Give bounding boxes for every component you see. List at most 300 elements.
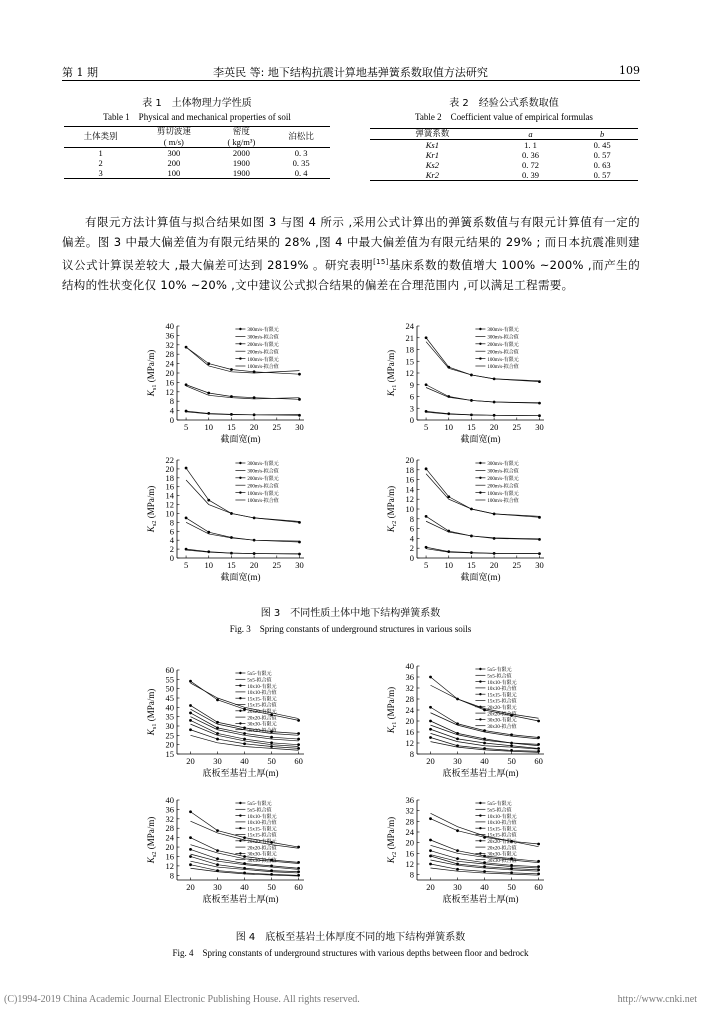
- table1-title-cn: 表 1 土体物理力学性质: [142, 98, 252, 109]
- legend-marker: [239, 710, 241, 712]
- x-tick-label: 40: [240, 882, 249, 892]
- legend-entry: 100m/s-拟合值: [487, 365, 519, 371]
- data-point: [483, 742, 486, 745]
- legend-marker: [239, 343, 241, 345]
- table-cell: 0. 4: [272, 168, 330, 179]
- y-tick-label: 20: [165, 368, 174, 378]
- x-tick-label: 50: [507, 756, 516, 766]
- data-point: [243, 742, 246, 745]
- y-tick-label: 24: [405, 705, 414, 715]
- legend-entry: 10x10-拟合值: [487, 821, 517, 827]
- y-tick-label: 6: [409, 391, 414, 402]
- legend-marker: [479, 802, 481, 804]
- y-tick-label: 14: [165, 490, 174, 501]
- table1-col-soil: 土体类别: [64, 127, 137, 148]
- x-axis-label: 底板至基岩土厚(m): [202, 768, 279, 778]
- x-tick-label: 30: [295, 422, 304, 432]
- x-tick-label: 25: [272, 422, 282, 432]
- y-tick-label: 21: [405, 332, 414, 343]
- legend-marker: [239, 357, 241, 359]
- legend-entry: 300m/s-拟合值: [247, 335, 279, 341]
- data-point: [456, 849, 459, 852]
- series-line: [426, 521, 539, 539]
- legend-entry: 200m/s-拟合值: [247, 350, 279, 356]
- y-tick-label: 20: [405, 716, 414, 726]
- y-tick-label: 16: [165, 377, 174, 388]
- y-tick-label: 18: [405, 344, 414, 355]
- table-cell: 0. 3: [294, 148, 308, 158]
- citation: [15]: [373, 258, 389, 266]
- legend-entry: 15x15-拟合值: [487, 833, 517, 839]
- data-point: [207, 392, 210, 395]
- series-line: [426, 516, 539, 539]
- legend-marker: [479, 693, 481, 695]
- x-tick-label: 5: [183, 422, 189, 432]
- x-tick-label: 10: [204, 422, 213, 432]
- data-point: [429, 849, 432, 852]
- legend-entry: 10x10-有限元: [247, 814, 277, 820]
- data-point: [425, 546, 428, 549]
- legend-entry: 15x15-有限元: [247, 697, 277, 703]
- legend-entry: 300m/s-拟合值: [487, 335, 519, 341]
- y-tick-label: 20: [165, 842, 174, 853]
- y-tick-label: 24: [405, 827, 414, 837]
- data-point: [185, 517, 188, 520]
- legend-entry: 100m/s-有限元: [247, 357, 279, 363]
- legend-marker: [239, 852, 241, 854]
- table-row: [370, 150, 638, 160]
- series-line: [191, 812, 299, 847]
- legend-marker: [239, 840, 241, 842]
- legend-entry: 200m/s-有限元: [487, 343, 519, 348]
- legend-entry: 20x20-拟合值: [487, 846, 517, 852]
- y-tick-label: 28: [165, 823, 174, 834]
- y-tick-label: 28: [405, 694, 414, 704]
- y-tick-label: 12: [165, 499, 174, 510]
- x-tick-label: 50: [267, 756, 276, 766]
- table-cell: 1: [98, 148, 103, 158]
- table-cell: 0. 63: [593, 160, 611, 170]
- data-point: [230, 368, 233, 371]
- x-tick-label: 15: [227, 422, 236, 432]
- legend-entry: 100m/s-有限元: [487, 491, 519, 497]
- x-tick-label: 10: [444, 560, 453, 570]
- data-point: [429, 863, 432, 866]
- y-tick-label: 18: [405, 464, 414, 475]
- fig4-caption-cn: 图 4 底板至基岩土体厚度不同的地下结构弹簧系数: [235, 932, 466, 943]
- legend-entry: 100m/s-拟合值: [247, 499, 279, 505]
- table2: [370, 128, 638, 181]
- legend-entry: 20x20-拟合值: [487, 712, 517, 718]
- y-tick-label: 12: [405, 859, 414, 869]
- fig4-chart-kr2: [385, 794, 550, 906]
- y-tick-label: 40: [165, 795, 174, 805]
- data-point: [429, 720, 432, 723]
- legend-marker: [239, 722, 241, 724]
- legend-entry: 10x10-有限元: [247, 684, 277, 690]
- y-tick-label: 12: [405, 494, 414, 505]
- legend-entry: 100m/s-有限元: [247, 491, 279, 497]
- legend-marker: [479, 840, 481, 842]
- fig4-chart-ks2: [145, 794, 310, 906]
- series-line: [426, 474, 539, 517]
- legend-marker: [239, 684, 241, 686]
- data-point: [298, 398, 301, 401]
- y-tick-label: 0: [409, 553, 414, 563]
- legend-marker: [479, 491, 481, 493]
- series-line: [186, 518, 299, 542]
- fig3-chart-kr2: [385, 454, 550, 584]
- table-cell: 1. 1: [524, 140, 537, 150]
- legend-marker: [239, 328, 241, 330]
- data-point: [189, 719, 192, 722]
- y-tick-label: 12: [165, 386, 174, 397]
- table-cell: 0. 35: [292, 158, 310, 168]
- y-axis-label: $K_{r1}$ (MPa/m): [386, 349, 398, 397]
- fig4-chart-ks1: [145, 664, 310, 780]
- y-tick-label: 36: [165, 804, 174, 815]
- data-point: [456, 829, 459, 832]
- x-tick-label: 20: [426, 756, 435, 766]
- legend-marker: [479, 462, 481, 464]
- table-cell: 300: [167, 148, 181, 158]
- data-point: [425, 336, 428, 339]
- y-tick-label: 6: [409, 523, 414, 534]
- y-tick-label: 24: [165, 832, 174, 843]
- x-tick-label: 5: [423, 560, 429, 570]
- y-axis-label: $K_{s1}$ (MPa/m): [146, 688, 158, 736]
- series-line: [431, 707, 539, 737]
- legend-entry: 300m/s-有限元: [487, 328, 519, 334]
- data-point: [429, 817, 432, 820]
- y-tick-label: 36: [405, 672, 414, 682]
- legend-entry: 20x20-有限元: [487, 840, 517, 845]
- data-point: [425, 515, 428, 518]
- y-tick-label: 0: [409, 415, 414, 425]
- legend-marker: [479, 814, 481, 816]
- y-tick-label: 20: [165, 739, 174, 750]
- legend-entry: 10x10-拟合值: [247, 821, 277, 827]
- x-axis-label: 底板至基岩土厚(m): [202, 894, 279, 904]
- data-point: [216, 849, 219, 852]
- y-tick-label: 28: [405, 816, 414, 827]
- legend-entry: 15x15-拟合值: [487, 699, 517, 705]
- y-tick-label: 16: [165, 481, 174, 492]
- table1-col-density-unit: ( kg/m³): [210, 137, 272, 148]
- x-tick-label: 20: [186, 882, 195, 892]
- legend-marker: [479, 668, 481, 670]
- x-tick-label: 30: [453, 882, 462, 892]
- legend-entry: 10x10-有限元: [487, 814, 517, 820]
- data-point: [185, 467, 188, 470]
- body-text-part2: 基床系数的数值增大 100% ~200% ,而产生的结构的性状变化仅 10% ~20% ,文中建议公式拟合结果的偏差在合理范围内 ,可以满足工程需要。: [62, 257, 640, 292]
- y-tick-label: 32: [405, 805, 414, 816]
- table-cell: 0. 57: [566, 170, 638, 181]
- table-row: [64, 158, 330, 168]
- y-tick-label: 8: [169, 517, 174, 528]
- table-cell: 2: [98, 158, 103, 168]
- x-tick-label: 50: [507, 882, 516, 892]
- data-point: [216, 829, 219, 832]
- table-cell: 1900: [232, 158, 250, 168]
- series-line: [426, 387, 539, 402]
- fig3-chart-kr1: [385, 320, 550, 446]
- data-point: [189, 855, 192, 858]
- legend-marker: [479, 718, 481, 720]
- y-tick-label: 32: [165, 813, 174, 824]
- legend-entry: 5x5-拟合值: [247, 808, 272, 814]
- legend-marker: [479, 706, 481, 708]
- table-row: [370, 170, 638, 181]
- journal-issue: 第 1 期: [62, 66, 98, 79]
- table1-col-poisson: 泊松比: [272, 127, 330, 148]
- data-point: [297, 747, 300, 750]
- legend-entry: 20x20-有限元: [487, 706, 517, 711]
- series-line: [431, 813, 539, 846]
- fig4-caption-en: Fig. 4 Spring constants of underground structures with various depths between floor and bedrock: [172, 948, 529, 958]
- x-tick-label: 30: [535, 422, 544, 432]
- data-point: [429, 676, 432, 679]
- data-point: [493, 537, 496, 540]
- legend-entry: 30x30-有限元: [247, 722, 277, 728]
- data-point: [429, 706, 432, 709]
- data-point: [270, 745, 273, 748]
- y-tick-label: 22: [165, 455, 174, 465]
- table2-col-a: a: [495, 129, 567, 140]
- legend-entry: 30x30-有限元: [247, 852, 277, 858]
- y-tick-label: 4: [169, 535, 174, 546]
- table2-title-cn: 表 2 经验公式系数取值: [449, 98, 559, 109]
- legend-entry: 30x30-有限元: [487, 718, 517, 724]
- data-point: [216, 698, 219, 701]
- table-cell: 0. 57: [593, 150, 611, 160]
- series-line: [191, 681, 299, 720]
- x-tick-label: 5: [183, 560, 189, 570]
- data-point: [189, 836, 192, 839]
- legend-marker: [479, 680, 481, 682]
- legend-entry: 5x5-拟合值: [247, 678, 272, 684]
- footer-copyright: (C)1994-2019 China Academic Journal Electronic Publishing House. All rights reserved.: [4, 994, 360, 1005]
- y-tick-label: 0: [169, 415, 174, 425]
- legend-marker: [239, 814, 241, 816]
- legend-marker: [239, 802, 241, 804]
- legend-entry: 100m/s-拟合值: [487, 499, 519, 505]
- y-tick-label: 8: [169, 870, 174, 881]
- x-tick-label: 60: [294, 882, 303, 892]
- series-line: [191, 683, 299, 718]
- table-row: [370, 160, 638, 170]
- y-tick-label: 12: [405, 368, 414, 378]
- y-tick-label: 14: [405, 484, 414, 495]
- table-cell: 1900: [210, 168, 272, 179]
- y-tick-label: 24: [405, 321, 414, 331]
- data-point: [456, 857, 459, 860]
- legend-entry: 15x15-拟合值: [247, 833, 277, 839]
- y-tick-label: 15: [165, 749, 174, 759]
- legend-marker: [239, 477, 241, 479]
- legend-entry: 10x10-有限元: [487, 680, 517, 686]
- y-tick-label: 28: [165, 349, 174, 360]
- series-line: [426, 342, 539, 381]
- y-axis-label: $K_{r1}$ (MPa/m): [386, 686, 398, 734]
- y-tick-label: 35: [165, 711, 174, 722]
- legend-entry: 5x5-拟合值: [487, 808, 512, 814]
- series-line: [431, 819, 539, 844]
- legend-entry: 15x15-有限元: [487, 693, 517, 699]
- y-axis-label: $K_{s2}$ (MPa/m): [146, 485, 158, 533]
- data-point: [456, 737, 459, 740]
- legend-entry: 30x30-拟合值: [247, 728, 277, 734]
- header-rule: [62, 80, 640, 81]
- y-tick-label: 36: [405, 795, 414, 805]
- data-point: [297, 743, 300, 746]
- table1-col-density: 密度: [210, 127, 272, 138]
- legend-entry: 5x5-有限元: [487, 668, 512, 674]
- series-line: [186, 385, 299, 400]
- y-tick-label: 36: [165, 330, 174, 341]
- legend-entry: 300m/s-有限元: [487, 462, 519, 468]
- y-axis-label: $K_{s2}$ (MPa/m): [146, 816, 158, 864]
- legend-entry: 200m/s-有限元: [247, 477, 279, 482]
- table-cell: Ks1: [425, 140, 439, 150]
- y-tick-label: 8: [409, 513, 414, 524]
- table-row: [370, 140, 638, 151]
- legend-entry: 5x5-有限元: [247, 802, 272, 808]
- series-line: [426, 385, 539, 403]
- table-cell: 100: [137, 168, 210, 179]
- legend-entry: 200m/s-有限元: [247, 343, 279, 348]
- series-line: [186, 550, 299, 554]
- x-tick-label: 40: [480, 756, 489, 766]
- x-axis-label: 底板至基岩土厚(m): [442, 768, 519, 778]
- x-tick-label: 10: [204, 560, 213, 570]
- legend-entry: 15x15-有限元: [247, 827, 277, 833]
- x-tick-label: 50: [267, 882, 276, 892]
- data-point: [207, 499, 210, 502]
- legend-marker: [479, 852, 481, 854]
- fig3-caption-cn: 图 3 不同性质土体中地下结构弹簧系数: [260, 608, 441, 619]
- table-cell: 2000: [232, 148, 250, 158]
- y-tick-label: 30: [165, 721, 174, 731]
- legend-entry: 10x10-拟合值: [247, 691, 277, 697]
- y-tick-label: 8: [409, 749, 414, 759]
- data-point: [207, 412, 210, 415]
- legend-marker: [239, 462, 241, 464]
- legend-entry: 5x5-拟合值: [487, 674, 512, 680]
- x-tick-label: 5: [423, 422, 429, 432]
- y-tick-label: 10: [405, 504, 414, 514]
- x-axis-label: 截面宽(m): [220, 572, 261, 582]
- data-point: [429, 736, 432, 739]
- footer-url[interactable]: http://www.cnki.net: [617, 994, 697, 1005]
- data-point: [425, 467, 428, 470]
- x-tick-label: 30: [213, 756, 222, 766]
- data-point: [216, 857, 219, 860]
- data-point: [297, 738, 300, 741]
- table-cell: Kr2: [370, 170, 495, 181]
- data-point: [216, 738, 219, 741]
- x-tick-label: 20: [186, 756, 195, 766]
- x-tick-label: 15: [467, 560, 476, 570]
- y-tick-label: 55: [165, 674, 174, 685]
- data-point: [189, 728, 192, 731]
- y-tick-label: 20: [165, 463, 174, 474]
- y-tick-label: 18: [165, 472, 174, 483]
- y-tick-label: 8: [169, 396, 174, 407]
- x-tick-label: 25: [272, 560, 282, 570]
- body-paragraph: [62, 212, 640, 295]
- data-point: [429, 728, 432, 731]
- legend-entry: 200m/s-拟合值: [487, 350, 519, 356]
- series-line: [426, 338, 539, 382]
- legend-entry: 10x10-拟合值: [487, 687, 517, 693]
- legend-entry: 20x20-有限元: [247, 840, 277, 845]
- series-line: [431, 677, 539, 721]
- data-point: [189, 863, 192, 866]
- x-tick-label: 30: [453, 756, 462, 766]
- legend-entry: 200m/s-拟合值: [487, 484, 519, 490]
- table1-title-en: Table 1 Physical and mechanical properties of soil: [103, 112, 291, 122]
- y-tick-label: 50: [165, 683, 174, 694]
- legend-marker: [479, 827, 481, 829]
- y-tick-label: 12: [405, 738, 414, 748]
- series-line: [426, 549, 539, 554]
- y-tick-label: 12: [165, 860, 174, 871]
- y-tick-label: 16: [405, 727, 414, 737]
- table-cell: 0. 72: [522, 160, 539, 170]
- y-tick-label: 8: [409, 869, 414, 880]
- series-line: [186, 480, 299, 521]
- legend-marker: [479, 477, 481, 479]
- legend-marker: [239, 672, 241, 674]
- data-point: [297, 732, 300, 735]
- legend-entry: 300m/s-拟合值: [487, 469, 519, 475]
- legend-entry: 30x30-拟合值: [487, 724, 517, 730]
- legend-marker: [479, 328, 481, 330]
- data-point: [243, 836, 246, 839]
- x-axis-label: 截面宽(m): [220, 434, 261, 444]
- page-number: 109: [619, 64, 640, 77]
- table-cell: 0. 36: [522, 150, 539, 160]
- legend-marker: [479, 343, 481, 345]
- y-tick-label: 15: [405, 356, 414, 367]
- y-tick-label: 16: [405, 848, 414, 859]
- legend-entry: 30x30-拟合值: [487, 858, 517, 864]
- legend-entry: 300m/s-拟合值: [247, 469, 279, 475]
- data-point: [298, 373, 301, 376]
- running-title: 李英民 等: 地下结构抗震计算地基弹簧系数取值方法研究: [213, 66, 488, 79]
- x-tick-label: 30: [535, 560, 544, 570]
- y-tick-label: 0: [169, 553, 174, 563]
- table-row: [64, 168, 330, 179]
- legend-entry: 30x30-拟合值: [247, 858, 277, 864]
- x-axis-label: 截面宽(m): [460, 434, 501, 444]
- legend-entry: 5x5-有限元: [487, 802, 512, 808]
- y-tick-label: 40: [405, 661, 414, 671]
- legend-entry: 15x15-有限元: [487, 827, 517, 833]
- y-axis-label: $K_{r2}$ (MPa/m): [386, 816, 398, 864]
- series-line: [426, 547, 539, 553]
- table-cell: Ks2: [425, 160, 439, 170]
- y-tick-label: 20: [405, 455, 414, 465]
- table-cell: Kr1: [425, 150, 439, 160]
- x-tick-label: 20: [249, 422, 259, 432]
- legend-entry: 20x20-拟合值: [247, 846, 277, 852]
- x-tick-label: 25: [512, 560, 522, 570]
- data-point: [297, 719, 300, 722]
- data-point: [185, 383, 188, 386]
- x-axis-label: 底板至基岩土厚(m): [442, 894, 519, 904]
